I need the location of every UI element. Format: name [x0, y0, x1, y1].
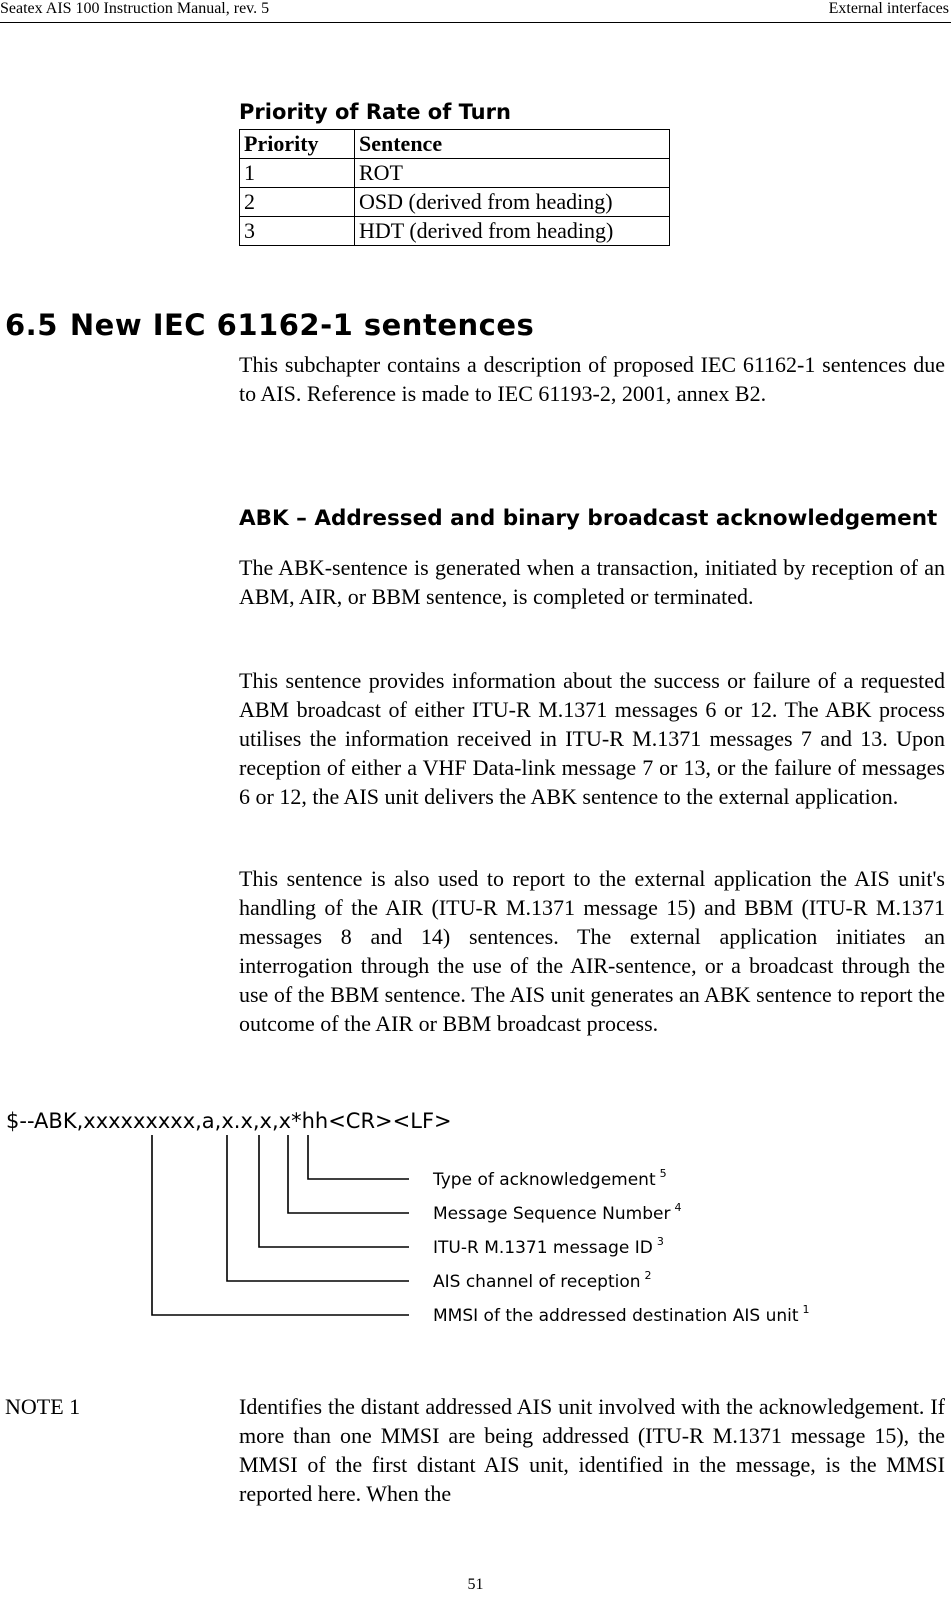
section-number: 6.5: [5, 308, 58, 342]
field-label-message-id: ITU-R M.1371 message ID $^3$: [433, 1235, 664, 1258]
abk-paragraph-1: The ABK-sentence is generated when a transaction, initiated by reception of an ABM, AIR, or BBM sentence, is completed or terminated.: [239, 555, 945, 609]
column-header-priority: Priority: [240, 130, 355, 159]
section-title: New IEC 61162-1 sentences: [69, 308, 535, 342]
page-header: [0, 0, 951, 23]
cell-sentence: HDT (derived from heading): [355, 217, 670, 246]
note-text: Identifies the distant addressed AIS unit involved with the acknowledgement. If more than one MMSI are being addressed (ITU-R M.1371 message 15), the MMSI of the first distant AIS unit, identified in the message, is the MMSI reported here. When the: [239, 1394, 945, 1506]
table-row: [240, 217, 670, 246]
priority-table: [239, 129, 670, 246]
page-number: 51: [467, 1576, 484, 1593]
abk-paragraph-3: This sentence is also used to report to the external application the AIS unit's handling of the AIR (ITU-R M.1371 message 15) and BBM (ITU-R M.1371 messages 8 and 14) sentences. The external application initiates an interrogation through the use of the AIR-sentence, or a broadcast through the use of the BBM sentence. The AIS unit generates an ABK sentence to report the outcome of the AIR or BBM broadcast process.: [239, 866, 945, 1036]
header-manual-title: Seatex AIS 100 Instruction Manual, rev. 5: [0, 0, 270, 17]
abk-syntax-diagram: [6, 1107, 951, 1352]
column-header-sentence: Sentence: [355, 130, 670, 159]
table-row: [240, 159, 670, 188]
field-label-mmsi: MMSI of the addressed destination AIS unit $^1$: [433, 1303, 810, 1326]
field-label-ais-channel: AIS channel of reception $^2$: [433, 1269, 652, 1292]
abk-paragraph-2: This sentence provides information about the success or failure of a requested ABM broadcast of either ITU-R M.1371 messages 6 or 12. The ABK process utilises the information received in ITU-R M.1371 messages 7 and 13. Upon reception of either a VHF Data-link message 7 or 13, or the failure of messages 6 or 12, the AIS unit delivers the ABK sentence to the external application.: [239, 668, 945, 809]
cell-priority: 2: [240, 188, 355, 217]
cell-sentence: OSD (derived from heading): [355, 188, 670, 217]
table-caption: Priority of Rate of Turn: [239, 100, 511, 124]
section-heading: [5, 308, 534, 342]
table-row: [240, 188, 670, 217]
field-label-type-of-acknowledgement: Type of acknowledgement $^5$: [433, 1167, 667, 1190]
section-intro-paragraph: This subchapter contains a description of proposed IEC 61162-1 sentences due to AIS. Reference is made to IEC 61193-2, 2001, annex B2.: [239, 352, 945, 406]
note-label: NOTE 1: [5, 1394, 81, 1419]
header-chapter-title: External interfaces: [828, 0, 949, 17]
field-label-message-sequence-number: Message Sequence Number $^4$: [433, 1201, 682, 1224]
callout-lines: [152, 1135, 409, 1315]
subsection-heading: ABK – Addressed and binary broadcast acknowledgement: [239, 506, 938, 531]
cell-priority: 1: [240, 159, 355, 188]
table-header-row: [240, 130, 670, 159]
sentence-format: $--ABK,xxxxxxxxx,a,x.x,x,x*hh<CR><LF>: [6, 1109, 452, 1133]
cell-priority: 3: [240, 217, 355, 246]
cell-sentence: ROT: [355, 159, 670, 188]
